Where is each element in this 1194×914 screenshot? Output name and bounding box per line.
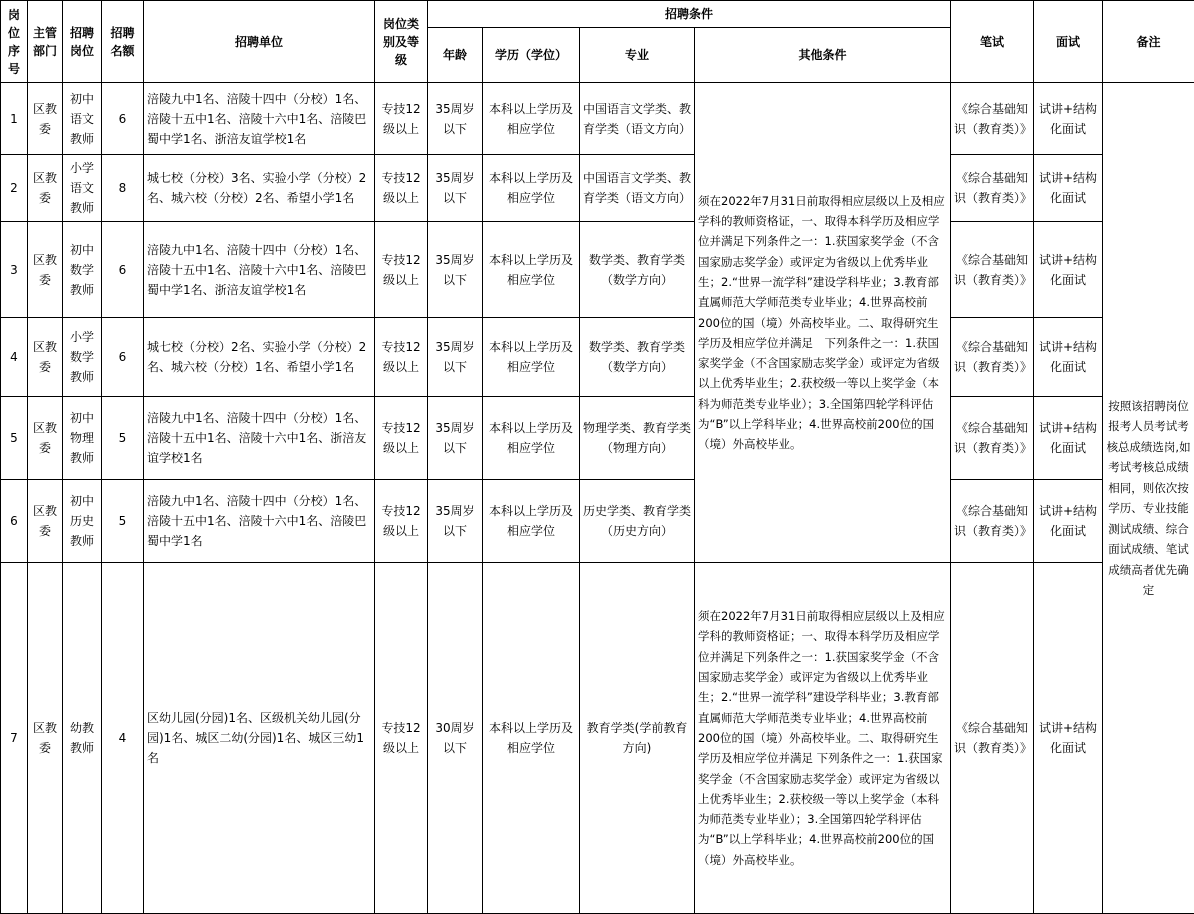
post-cell: 小学数学教师 — [63, 317, 102, 396]
quota-cell: 6 — [102, 317, 144, 396]
seq-cell: 7 — [1, 563, 28, 914]
quota-cell: 4 — [102, 563, 144, 914]
major-cell: 教育学类(学前教育方向) — [580, 563, 695, 914]
interview-cell: 试讲+结构化面试 — [1034, 563, 1103, 914]
header-age: 年龄 — [428, 28, 483, 83]
unit-cell: 城七校（分校）2名、实验小学（分校）2名、城六校（分校）1名、希望小学1名 — [144, 317, 375, 396]
seq-cell: 4 — [1, 317, 28, 396]
major-cell: 数学类、教育学类（数学方向） — [580, 222, 695, 317]
table-row — [1, 480, 1194, 563]
table-row — [1, 396, 1194, 479]
dept-cell: 区教委 — [28, 222, 63, 317]
age-cell: 35周岁以下 — [428, 83, 483, 155]
post-cell: 初中物理教师 — [63, 396, 102, 479]
other-conditions-cell: 须在2022年7月31日前取得相应层级以上及相应学科的教师资格证；一、取得本科学历及相应学位并满足下列条件之一：1.获国家奖学金（不含国家励志奖学金）或评定为省级以上优秀毕业生；2.“世界一流学科”建设学科毕业；3.教育部直属师范大学师范类专业毕业；4.世界高校前200位的国（境）外高校毕业。二、取得研究生学历及相应学位并满足 下列条件之一：1.获国家奖学金（不含国家励志奖学金）或评定为省级以上优秀毕业生；2.获校级一等以上奖学金（本科为师范类专业毕业）；3.全国第四轮学科评估为“B”以上学科毕业；4.世界高校前200位的国（境）外高校毕业。 — [695, 563, 951, 914]
age-cell: 30周岁以下 — [428, 563, 483, 914]
seq-cell: 5 — [1, 396, 28, 479]
written-exam-cell: 《综合基础知识（教育类）》 — [951, 396, 1034, 479]
edu-cell: 本科以上学历及相应学位 — [483, 563, 580, 914]
level-cell: 专技12级以上 — [375, 317, 428, 396]
interview-cell: 试讲+结构化面试 — [1034, 317, 1103, 396]
interview-cell: 试讲+结构化面试 — [1034, 155, 1103, 222]
unit-cell: 涪陵九中1名、涪陵十四中（分校）1名、涪陵十五中1名、涪陵十六中1名、涪陵巴蜀中学1名、浙涪友谊学校1名 — [144, 222, 375, 317]
quota-cell: 5 — [102, 396, 144, 479]
unit-cell: 涪陵九中1名、涪陵十四中（分校）1名、涪陵十五中1名、涪陵十六中1名、浙涪友谊学校1名 — [144, 396, 375, 479]
written-exam-cell: 《综合基础知识（教育类）》 — [951, 83, 1034, 155]
age-cell: 35周岁以下 — [428, 222, 483, 317]
edu-cell: 本科以上学历及相应学位 — [483, 396, 580, 479]
level-cell: 专技12级以上 — [375, 222, 428, 317]
other-conditions-cell: 须在2022年7月31日前取得相应层级以上及相应学科的教师资格证，一、取得本科学历及相应学位并满足下列条件之一：1.获国家奖学金（不含国家励志奖学金）或评定为省级以上优秀毕业生；2.“世界一流学科”建设学科毕业；3.教育部直属师范大学师范类专业毕业；4.世界高校前200位的国（境）外高校毕业。二、取得研究生学历及相应学位并满足 下列条件之一：1.获国家奖学金（不含国家励志奖学金）或评定为省级以上优秀毕业生；2.获校级一等以上奖学金（本科为师范类专业毕业）；3.全国第四轮学科评估为“B”以上学科毕业；4.世界高校前200位的国（境）外高校毕业。 — [695, 83, 951, 563]
unit-cell: 区幼儿园(分园)1名、区级机关幼儿园(分园)1名、城区二幼(分园)1名、城区三幼1名 — [144, 563, 375, 914]
interview-cell: 试讲+结构化面试 — [1034, 222, 1103, 317]
level-cell: 专技12级以上 — [375, 563, 428, 914]
table-row — [1, 83, 1194, 155]
post-cell: 幼教教师 — [63, 563, 102, 914]
unit-cell: 城七校（分校）3名、实验小学（分校）2名、城六校（分校）2名、希望小学1名 — [144, 155, 375, 222]
edu-cell: 本科以上学历及相应学位 — [483, 480, 580, 563]
interview-cell: 试讲+结构化面试 — [1034, 83, 1103, 155]
edu-cell: 本科以上学历及相应学位 — [483, 83, 580, 155]
header-quota: 招聘名额 — [102, 1, 144, 83]
seq-cell: 1 — [1, 83, 28, 155]
header-post: 招聘岗位 — [63, 1, 102, 83]
remark-cell: 按照该招聘岗位报考人员考试考核总成绩选岗,如考试考核总成绩相同，则依次按学历、专业技能测试成绩、综合面试成绩、笔试成绩高者优先确定 — [1103, 83, 1194, 914]
header-unit: 招聘单位 — [144, 1, 375, 83]
written-exam-cell: 《综合基础知识（教育类）》 — [951, 480, 1034, 563]
written-exam-cell: 《综合基础知识（教育类）》 — [951, 222, 1034, 317]
table-row — [1, 563, 1194, 914]
table-row — [1, 155, 1194, 222]
quota-cell: 6 — [102, 222, 144, 317]
major-cell: 物理学类、教育学类（物理方向） — [580, 396, 695, 479]
dept-cell: 区教委 — [28, 317, 63, 396]
level-cell: 专技12级以上 — [375, 480, 428, 563]
header-major: 专业 — [580, 28, 695, 83]
post-cell: 初中语文教师 — [63, 83, 102, 155]
level-cell: 专技12级以上 — [375, 155, 428, 222]
header-dept: 主管部门 — [28, 1, 63, 83]
quota-cell: 6 — [102, 83, 144, 155]
age-cell: 35周岁以下 — [428, 317, 483, 396]
seq-cell: 3 — [1, 222, 28, 317]
edu-cell: 本科以上学历及相应学位 — [483, 317, 580, 396]
level-cell: 专技12级以上 — [375, 83, 428, 155]
dept-cell: 区教委 — [28, 155, 63, 222]
age-cell: 35周岁以下 — [428, 480, 483, 563]
unit-cell: 涪陵九中1名、涪陵十四中（分校）1名、涪陵十五中1名、涪陵十六中1名、涪陵巴蜀中学1名 — [144, 480, 375, 563]
header-interview: 面试 — [1034, 1, 1103, 83]
post-cell: 小学语文教师 — [63, 155, 102, 222]
seq-cell: 6 — [1, 480, 28, 563]
unit-cell: 涪陵九中1名、涪陵十四中（分校）1名、涪陵十五中1名、涪陵十六中1名、涪陵巴蜀中学1名、浙涪友谊学校1名 — [144, 83, 375, 155]
dept-cell: 区教委 — [28, 396, 63, 479]
quota-cell: 8 — [102, 155, 144, 222]
major-cell: 中国语言文学类、教育学类（语文方向） — [580, 83, 695, 155]
age-cell: 35周岁以下 — [428, 155, 483, 222]
dept-cell: 区教委 — [28, 480, 63, 563]
header-seq: 岗位序号 — [1, 1, 28, 83]
dept-cell: 区教委 — [28, 83, 63, 155]
seq-cell: 2 — [1, 155, 28, 222]
level-cell: 专技12级以上 — [375, 396, 428, 479]
header-conditions: 招聘条件 — [428, 1, 951, 28]
age-cell: 35周岁以下 — [428, 396, 483, 479]
major-cell: 中国语言文学类、教育学类（语文方向） — [580, 155, 695, 222]
header-edu: 学历（学位） — [483, 28, 580, 83]
post-cell: 初中数学教师 — [63, 222, 102, 317]
written-exam-cell: 《综合基础知识（教育类）》 — [951, 317, 1034, 396]
table-row — [1, 222, 1194, 317]
header-remark: 备注 — [1103, 1, 1194, 83]
header-other: 其他条件 — [695, 28, 951, 83]
major-cell: 历史学类、教育学类（历史方向） — [580, 480, 695, 563]
written-exam-cell: 《综合基础知识（教育类）》 — [951, 155, 1034, 222]
major-cell: 数学类、教育学类（数学方向） — [580, 317, 695, 396]
header-row-top — [1, 1, 1194, 28]
table-row — [1, 317, 1194, 396]
quota-cell: 5 — [102, 480, 144, 563]
written-exam-cell: 《综合基础知识（教育类）》 — [951, 563, 1034, 914]
header-written: 笔试 — [951, 1, 1034, 83]
dept-cell: 区教委 — [28, 563, 63, 914]
header-level: 岗位类别及等级 — [375, 1, 428, 83]
post-cell: 初中历史教师 — [63, 480, 102, 563]
interview-cell: 试讲+结构化面试 — [1034, 396, 1103, 479]
edu-cell: 本科以上学历及相应学位 — [483, 155, 580, 222]
interview-cell: 试讲+结构化面试 — [1034, 480, 1103, 563]
edu-cell: 本科以上学历及相应学位 — [483, 222, 580, 317]
